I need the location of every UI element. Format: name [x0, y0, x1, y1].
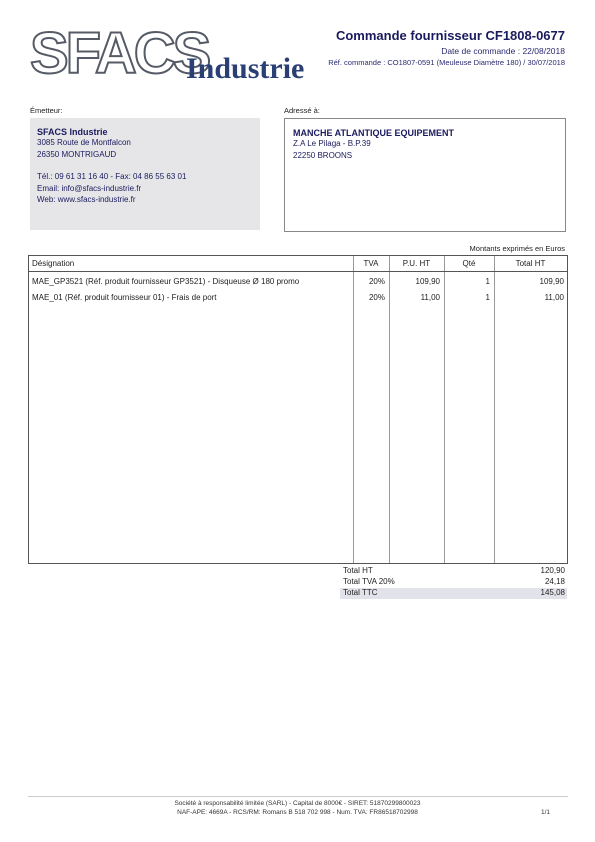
total-ttc-value: 145,08 — [540, 588, 565, 597]
recipient-label: Adressé à: — [284, 106, 320, 115]
recipient-box — [284, 118, 566, 232]
total-ttc-row — [340, 588, 567, 599]
logo-sfacs-text: SFACS — [30, 21, 209, 86]
sender-box — [30, 118, 260, 230]
order-reference: Réf. commande : CO1807-0591 (Meuleuse Diamètre 180) / 30/07/2018 — [328, 58, 565, 67]
total-tva-label: Total TVA 20% — [343, 577, 395, 586]
header-qty: Qté — [462, 259, 476, 268]
row2-pu: 11,00 — [420, 293, 440, 302]
row2-tva: 20% — [368, 293, 385, 302]
row2-designation: MAE_01 (Réf. produit fournisseur 01) - Frais de port — [32, 293, 217, 302]
header-designation: Désignation — [32, 259, 75, 268]
row2-total: 11,00 — [544, 293, 564, 302]
recipient-name: MANCHE ATLANTIQUE EQUIPEMENT — [293, 128, 454, 138]
total-ttc-label: Total TTC — [343, 588, 378, 597]
row1-total: 109,90 — [539, 277, 564, 286]
sender-label: Émetteur: — [30, 106, 63, 115]
footer-legal-line2: NAF-APE: 4669A - RCS/RM: Romans B 518 702 998 - Num. TVA: FR86518702998 — [177, 809, 418, 816]
header-total: Total HT — [515, 259, 546, 268]
header-pu: P.U. HT — [402, 259, 431, 268]
order-date: Date de commande : 22/08/2018 — [441, 46, 565, 56]
total-tva-value: 24,18 — [544, 577, 565, 586]
totals-block — [340, 566, 567, 599]
company-logo — [30, 21, 312, 88]
column-divider — [494, 256, 495, 563]
header-tva: TVA — [363, 259, 379, 268]
total-ht-value: 120,90 — [540, 566, 565, 575]
currency-note: Montants exprimés en Euros — [469, 244, 565, 253]
total-tva-row — [340, 577, 567, 588]
logo-industrie-text: Industrie — [186, 52, 305, 85]
column-divider — [389, 256, 390, 563]
page-number: 1/1 — [540, 809, 550, 816]
items-table — [28, 255, 568, 564]
row2-qty: 1 — [485, 293, 490, 302]
row1-pu: 109,90 — [415, 277, 440, 286]
column-divider — [444, 256, 445, 563]
sender-web: Web: www.sfacs-industrie.fr — [37, 195, 136, 204]
row1-qty: 1 — [485, 277, 490, 286]
sender-address2: 26350 MONTRIGAUD — [37, 149, 117, 159]
sender-phone: Tél.: 09 61 31 16 40 - Fax: 04 86 55 63 01 — [37, 172, 187, 181]
sender-address1: 3085 Route de Montfalcon — [37, 138, 131, 147]
footer-legal-line1: Société à responsabilité limitée (SARL) - Capital de 8000€ - SIRET: 51870299800023 — [174, 800, 421, 807]
header-divider — [29, 271, 567, 272]
sender-email: Email: info@sfacs-industrie.fr — [37, 183, 142, 193]
row1-tva: 20% — [368, 277, 385, 286]
column-divider — [353, 256, 354, 563]
footer-divider — [28, 796, 568, 797]
recipient-address1: Z.A Le Pilaga - B.P.39 — [293, 139, 371, 148]
sender-name: SFACS Industrie — [37, 127, 108, 137]
total-ht-label: Total HT — [343, 566, 373, 575]
row1-designation: MAE_GP3521 (Réf. produit fournisseur GP3521) - Disqueuse Ø 180 promo — [32, 277, 300, 286]
document-title: Commande fournisseur CF1808-0677 — [335, 28, 565, 43]
total-ht-row — [340, 566, 567, 577]
recipient-address2: 22250 BROONS — [293, 150, 353, 160]
